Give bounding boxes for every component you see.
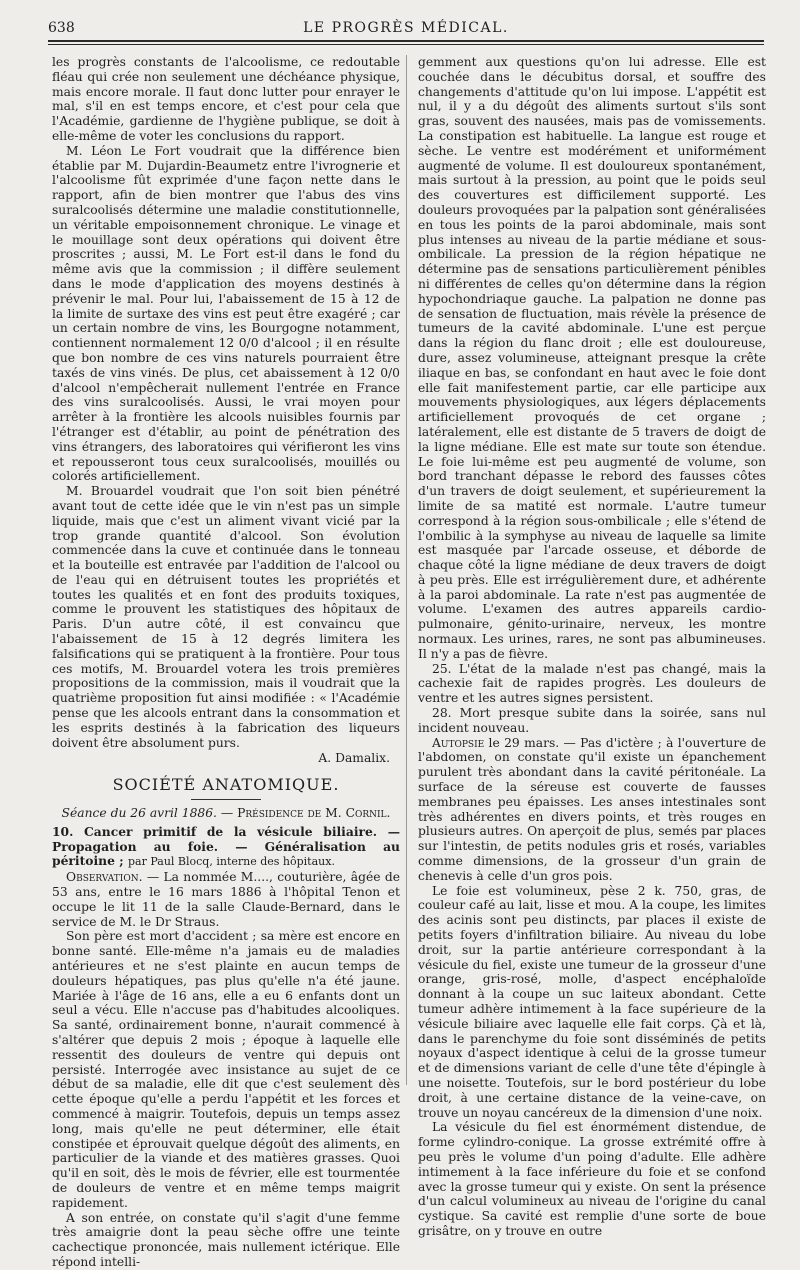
paragraph: M. Léon Le Fort voudrait que la différence bien établie par M. Dujardin-Beaumetz entre l'ivrognerie et l'alcoolisme fût exprimée d'une façon nette dans le rapport, afin de bien montrer que l'abus des vins suralcoolisés détermine une maladie constitutionnelle, un véritable empoisonnement chronique. Le vinage et le mouillage sont deux opérations qui doivent être proscrites ; aussi, M. Le Fort est-il dans le fond du même avis que la commission ; il diffère seulement dans le mode d'application des moyens destinés à prévenir le mal. Pour lui, l'abaissement de 15 à 12 de la limite de surtaxe des vins est peut être exagéré ; car un certain nombre de vins, les Bourgogne notamment, contiennent normalement 12 0/0 d'alcool ; il en résulte que bon nombre de ces vins naturels pourraient être taxés de vins vinés. De plus, cet abaissement à 12 0/0 d'alcool n'empêcherait nullement l'entrée en France des vins suralcoolisés. Aussi, le vrai moyen pour arrêter à la frontière les alcools nuisibles fournis par l'étranger est d'établir, au point de pénétration des vins étrangers, des laboratoires qui vérifieront les vins et repousseront tous ceux suralcoolisés, mouillés ou colorés artificiellement.	[52, 143, 400, 484]
paragraph: A son entrée, on constate qu'il s'agit d'une femme très amaigrie dont la peau sèche offre une teinte cachectique prononcée, mais nullement ictérique. Elle répond intelli-	[52, 1210, 400, 1269]
section-rule	[191, 799, 261, 800]
paragraph: 25. L'état de la malade n'est pas changé, mais la cachexie fait de rapides progrès. Les douleurs de ventre et les autres signes persistent.	[418, 661, 766, 706]
right-column	[418, 55, 766, 1238]
paragraph: gemment aux questions qu'on lui adresse. Elle est couchée dans le décubitus dorsal, et souffre des changements d'attitude qu'on lui impose. L'appétit est nul, il y a du dégoût des aliments surtout s'ils sont gras, souvent des nausées, mais pas de vomissements. La constipation est habituelle. La langue est rouge et sèche. Le ventre est modérément et uniformément augmenté de volume. Il est douloureux spontanément, mais surtout à la pression, au point que le poids seul des couvertures est difficilement supporté. Les douleurs provoquées par la palpation sont généralisées en tous les points de la paroi abdominale, mais sont plus intenses au niveau de la partie médiane et sous-ombilicale. La pression de la région hépatique ne détermine pas de sensations particulièrement pénibles ni différentes de celles qu'on détermine dans la région hypochondriaque gauche. La palpation ne donne pas de sensation de fluctuation, mais révèle la présence de tumeurs de la cavité abdominale. L'une est perçue dans la région du flanc droit ; elle est douloureuse, dure, assez volumineuse, atteignant presque la crête iliaque en bas, se confondant en haut avec le foie dont elle fait manifestement partie, car elle participe aux mouvements physiologiques, aux légers déplacements artificiellement provoqués de cet organe ; latéralement, elle est distante de 5 travers de doigt de la ligne médiane. Elle est mate sur toute son étendue. Le foie lui-même est peu augmenté de volume, son bord tranchant dépasse le rebord des fausses côtes d'un travers de doigt seulement, et supérieurement la limite de sa matité est normale. L'autre tumeur correspond à la région sous-ombilicale ; elle s'étend de l'ombilic à la symphyse au niveau de laquelle sa limite est masquée par l'arcade osseuse, et déborde de chaque côté la ligne médiane de deux travers de doigt à peu près. Elle est irrégulièrement dure, et adhérente à la paroi abdominale. La rate n'est pas augmentée de volume. L'examen des autres appareils cardio-pulmonaire, génito-urinaire, nerveux, les montre normaux. Les urines, rares, ne sont pas albumineuses. Il n'y a pas de fièvre.	[418, 55, 766, 661]
paragraph: La vésicule du fiel est énormément distendue, de forme cylindro-conique. La grosse extrémité offre à peu près le volume d'un poing d'adulte. Elle adhère intimement à la face inférieure du foie et se confond avec la grosse tumeur qui y existe. On sent la présence d'un calcul volumineux au niveau de l'origine du canal cystique. Sa cavité est remplie d'une sorte de boue grisâtre, on y trouve en outre	[418, 1120, 766, 1238]
signature: A. Damalix.	[318, 751, 390, 766]
seance-date: Séance du 26 avril 1886.	[61, 806, 217, 821]
section-title: SOCIÉTÉ ANATOMIQUE.	[112, 775, 340, 795]
seance-line	[52, 806, 400, 821]
paragraph: 28. Mort presque subite dans la soirée, sans nul incident nouveau.	[418, 706, 766, 735]
case-author: par Paul Blocq, interne des hôpitaux.	[128, 855, 335, 869]
case-heading	[52, 825, 400, 870]
running-header	[48, 18, 764, 40]
paragraph: Son père est mort d'accident ; sa mère est encore en bonne santé. Elle-même n'a jamais eu de maladies antérieures et ne s'est plainte en aucun temps de douleurs hépatiques, pas plus qu'elle n'a été jaune. Mariée à l'âge de 16 ans, elle a eu 6 enfants dont un seul a vécu. Elle n'accuse pas d'habitudes alcooliques. Sa santé, ordinairement bonne, n'aurait commencé à s'altérer que depuis 2 mois ; époque à laquelle elle ressentit des douleurs de ventre qui depuis ont persisté. Interrogée avec insistance au sujet de ce début de sa maladie, elle dit que c'est seulement dès cette époque qu'elle a perdu l'appétit et les forces et commencé à maigrir. Toutefois, depuis un temps assez long, mais qu'elle ne peut déterminer, elle était constipée et éprouvait quelque dégoût des aliments, en particulier de la viande et des matières grasses. Quoi qu'il en soit, dès le mois de février, elle est tourmentée de douleurs de ventre et en même temps maigrit rapidement.	[52, 929, 400, 1210]
observation-label: Observation.	[66, 870, 143, 885]
paragraph	[418, 736, 766, 884]
header-rule-thin	[48, 44, 764, 45]
paragraph: les progrès constants de l'alcoolisme, ce redoutable fléau qui crée non seulement une déchéance physique, mais encore morale. Il faut donc lutter pour enrayer le mal, s'il en est temps encore, et c'est pour cela que l'Académie, gardienne de l'hygiène publique, se doit à elle-même de voter les conclusions du rapport.	[52, 55, 400, 143]
paragraph: Le foie est volumineux, pèse 2 k. 750, gras, de couleur café au lait, lisse et mou. A la coupe, les limites des acinis sont peu distincts, par places il existe de petits foyers d'infiltration biliaire. Au niveau du lobe droit, sur la partie antérieure correspondant à la vésicule du fiel, existe une tumeur de la grosseur d'une orange, gris-rosé, molle, d'aspect encéphaloïde donnant à la coupe un suc laiteux abondant. Cette tumeur adhère intimement à la face supérieure de la vésicule biliaire avec laquelle elle fait corps. Çà et là, dans le parenchyme du foie sont disséminés de petits noyaux d'aspect identique à celui de la grosse tumeur et de dimensions variant de celle d'une tête d'épingle à une noisette. Toutefois, sur le bord postérieur du lobe droit, à une certaine distance de la veine-cave, on trouve un noyau cancéreux de la dimension d'une noix.	[418, 883, 766, 1120]
case-title: 10. Cancer primitif de la vésicule biliaire. — Propagation au foie. — Généralisation au péritoine ;	[52, 823, 400, 869]
paragraph: M. Brouardel voudrait que l'on soit bien pénétré avant tout de cette idée que le vin n'est pas un simple liquide, mais que c'est un aliment vivant vicié par la trop grande quantité d'alcool. Son évolution commencée dans la cuve et continuée dans le tonneau et la bouteille est entravée par l'addition de l'alcool ou de l'eau qui en détruisent toutes les propriétés et toutes les qualités et en font des produits toxiques, comme le prouvent les statistiques des hôpitaux de Paris. D'un autre côté, il est convaincu que l'abaissement de 15 à 12 degrés limitera les falsifications qui se pratiquent à la frontière. Pour tous ces motifs, M. Brouardel votera les trois premières propositions de la commission, mais il voudrait que la quatrième proposition fut ainsi modifiée : « l'Académie pense que les alcools entrant dans la consommation et les esprits destinés à la fabrication des liqueurs doivent être absolument purs.	[52, 484, 400, 750]
paragraph	[52, 870, 400, 929]
autopsy-text: le 29 mars. — Pas d'ictère ; à l'ouverture de l'abdomen, on constate qu'il existe un épanchement purulent très abondant dans la cavité péritonéale. La surface de la séreuse est couverte de fausses membranes peu épaisses. Les anses intestinales sont très adhérentes en divers points, et très rouges en plusieurs autres. On aperçoit de plus, semés par places sur l'intestin, de petits nodules gris et rosés, variables comme dimensions, de la grosseur d'un grain de chenevis à celle d'un gros pois.	[418, 735, 766, 883]
column-divider	[406, 55, 407, 1085]
left-column	[52, 55, 400, 1269]
header-rule-thick	[48, 40, 764, 42]
autopsy-label: Autopsie	[432, 735, 485, 750]
seance-presidence: — Présidence de M. Cornil.	[220, 806, 391, 821]
observation-text: — La nommée M...., couturière, âgée de 53 ans, entre le 16 mars 1886 à l'hôpital Tenon et occupe le lit 11 de la salle Claude-Bernard, dans le service de M. le Dr Straus.	[52, 870, 400, 929]
page-number: 638	[48, 20, 75, 36]
journal-title: LE PROGRÈS MÉDICAL.	[303, 20, 509, 36]
